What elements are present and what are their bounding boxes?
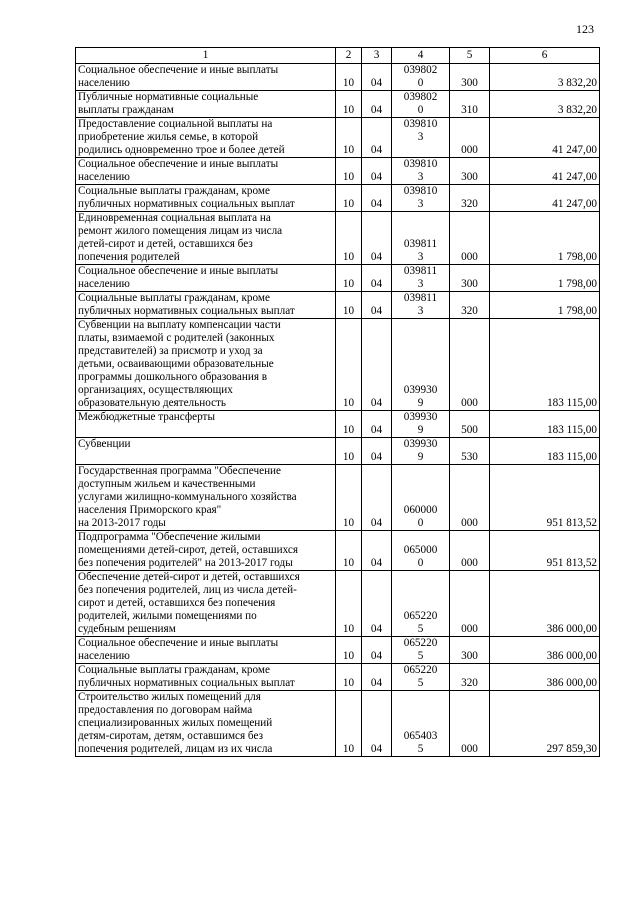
row-name-cell: Социальное обеспечение и иные выплаты населению bbox=[76, 265, 336, 292]
section-code-cell: 10 bbox=[336, 319, 362, 411]
target-article-code-cell: 039811 3 bbox=[392, 292, 450, 319]
target-article-code-cell: 039810 3 bbox=[392, 158, 450, 185]
table-row bbox=[76, 691, 600, 757]
table-row bbox=[76, 319, 600, 411]
section-code-cell: 10 bbox=[336, 91, 362, 118]
row-name-cell: Субвенции bbox=[76, 438, 336, 465]
table-row bbox=[76, 411, 600, 438]
section-code-cell: 10 bbox=[336, 212, 362, 265]
table-row bbox=[76, 158, 600, 185]
subsection-code-cell: 04 bbox=[362, 185, 392, 212]
expense-type-code-cell: 500 bbox=[450, 411, 490, 438]
table-row bbox=[76, 664, 600, 691]
expense-type-code-cell: 300 bbox=[450, 265, 490, 292]
header-cell: 5 bbox=[450, 48, 490, 64]
subsection-code-cell: 04 bbox=[362, 438, 392, 465]
amount-cell: 41 247,00 bbox=[490, 185, 600, 212]
target-article-code-cell: 065403 5 bbox=[392, 691, 450, 757]
expense-type-code-cell: 310 bbox=[450, 91, 490, 118]
row-name-cell: Подпрограмма "Обеспечение жилыми помещениями детей-сирот, детей, оставшихся без попечения родителей" на 2013-2017 годы bbox=[76, 531, 336, 571]
amount-cell: 41 247,00 bbox=[490, 158, 600, 185]
section-code-cell: 10 bbox=[336, 664, 362, 691]
row-name-cell: Социальные выплаты гражданам, кроме публичных нормативных социальных выплат bbox=[76, 664, 336, 691]
amount-cell: 297 859,30 bbox=[490, 691, 600, 757]
subsection-code-cell: 04 bbox=[362, 571, 392, 637]
amount-cell: 951 813,52 bbox=[490, 465, 600, 531]
subsection-code-cell: 04 bbox=[362, 319, 392, 411]
target-article-code-cell: 039811 3 bbox=[392, 212, 450, 265]
row-name-cell: Субвенции на выплату компенсации части платы, взимаемой с родителей (законных представителей) за присмотр и уход за детьми, осваивающими образовательные программы дошкольного образования в организациях, осуществляющих образовательную деятельность bbox=[76, 319, 336, 411]
section-code-cell: 10 bbox=[336, 438, 362, 465]
table-row bbox=[76, 265, 600, 292]
row-name-cell: Строительство жилых помещений для предоставления по договорам найма специализированных жилых помещений детям-сиротам, детям, оставшимся без попечения родителей, лицам из их числа bbox=[76, 691, 336, 757]
expense-type-code-cell: 000 bbox=[450, 465, 490, 531]
row-name-cell: Социальное обеспечение и иные выплаты населению bbox=[76, 158, 336, 185]
section-code-cell: 10 bbox=[336, 292, 362, 319]
expense-type-code-cell: 000 bbox=[450, 212, 490, 265]
subsection-code-cell: 04 bbox=[362, 292, 392, 319]
header-cell: 1 bbox=[76, 48, 336, 64]
target-article-code-cell: 060000 0 bbox=[392, 465, 450, 531]
expense-type-code-cell: 000 bbox=[450, 118, 490, 158]
amount-cell: 386 000,00 bbox=[490, 664, 600, 691]
amount-cell: 41 247,00 bbox=[490, 118, 600, 158]
table-row bbox=[76, 465, 600, 531]
row-name-cell: Единовременная социальная выплата на ремонт жилого помещения лицам из числа детей-сирот и детей, оставшихся без попечения родителей bbox=[76, 212, 336, 265]
table-row bbox=[76, 438, 600, 465]
target-article-code-cell: 039930 9 bbox=[392, 319, 450, 411]
subsection-code-cell: 04 bbox=[362, 91, 392, 118]
subsection-code-cell: 04 bbox=[362, 465, 392, 531]
table-row bbox=[76, 118, 600, 158]
section-code-cell: 10 bbox=[336, 571, 362, 637]
table-row bbox=[76, 637, 600, 664]
amount-cell: 386 000,00 bbox=[490, 571, 600, 637]
table-row bbox=[76, 91, 600, 118]
expense-type-code-cell: 000 bbox=[450, 571, 490, 637]
expense-type-code-cell: 320 bbox=[450, 292, 490, 319]
section-code-cell: 10 bbox=[336, 158, 362, 185]
row-name-cell: Социальные выплаты гражданам, кроме публичных нормативных социальных выплат bbox=[76, 292, 336, 319]
row-name-cell: Социальное обеспечение и иные выплаты населению bbox=[76, 64, 336, 91]
subsection-code-cell: 04 bbox=[362, 664, 392, 691]
target-article-code-cell: 039802 0 bbox=[392, 91, 450, 118]
amount-cell: 1 798,00 bbox=[490, 292, 600, 319]
expense-type-code-cell: 320 bbox=[450, 185, 490, 212]
header-cell: 2 bbox=[336, 48, 362, 64]
table-row bbox=[76, 212, 600, 265]
row-name-cell: Межбюджетные трансферты bbox=[76, 411, 336, 438]
section-code-cell: 10 bbox=[336, 185, 362, 212]
expense-type-code-cell: 300 bbox=[450, 637, 490, 664]
target-article-code-cell: 039810 3 bbox=[392, 118, 450, 158]
row-name-cell: Социальное обеспечение и иные выплаты населению bbox=[76, 637, 336, 664]
target-article-code-cell: 065220 5 bbox=[392, 637, 450, 664]
target-article-code-cell: 039802 0 bbox=[392, 64, 450, 91]
subsection-code-cell: 04 bbox=[362, 265, 392, 292]
page-number: 123 bbox=[576, 22, 594, 36]
amount-cell: 183 115,00 bbox=[490, 411, 600, 438]
target-article-code-cell: 065000 0 bbox=[392, 531, 450, 571]
amount-cell: 1 798,00 bbox=[490, 265, 600, 292]
expense-type-code-cell: 530 bbox=[450, 438, 490, 465]
row-name-cell: Социальные выплаты гражданам, кроме публичных нормативных социальных выплат bbox=[76, 185, 336, 212]
subsection-code-cell: 04 bbox=[362, 691, 392, 757]
subsection-code-cell: 04 bbox=[362, 118, 392, 158]
table-row bbox=[76, 531, 600, 571]
expense-type-code-cell: 300 bbox=[450, 64, 490, 91]
row-name-cell: Государственная программа "Обеспечение доступным жильем и качественными услугами жилищно-коммунального хозяйства населения Приморского края" на 2013-2017 годы bbox=[76, 465, 336, 531]
header-cell: 3 bbox=[362, 48, 392, 64]
subsection-code-cell: 04 bbox=[362, 64, 392, 91]
amount-cell: 183 115,00 bbox=[490, 438, 600, 465]
amount-cell: 1 798,00 bbox=[490, 212, 600, 265]
expense-type-code-cell: 000 bbox=[450, 531, 490, 571]
subsection-code-cell: 04 bbox=[362, 212, 392, 265]
section-code-cell: 10 bbox=[336, 637, 362, 664]
subsection-code-cell: 04 bbox=[362, 411, 392, 438]
expense-type-code-cell: 000 bbox=[450, 319, 490, 411]
target-article-code-cell: 065220 5 bbox=[392, 571, 450, 637]
section-code-cell: 10 bbox=[336, 265, 362, 292]
row-name-cell: Обеспечение детей-сирот и детей, оставшихся без попечения родителей, лиц из числа детей- сирот и детей, оставшихся без попечения родителей, жилыми помещениями по судебным решениям bbox=[76, 571, 336, 637]
amount-cell: 386 000,00 bbox=[490, 637, 600, 664]
section-code-cell: 10 bbox=[336, 531, 362, 571]
expense-type-code-cell: 320 bbox=[450, 664, 490, 691]
section-code-cell: 10 bbox=[336, 465, 362, 531]
table-row bbox=[76, 185, 600, 212]
table-row bbox=[76, 292, 600, 319]
target-article-code-cell: 065220 5 bbox=[392, 664, 450, 691]
row-name-cell: Публичные нормативные социальные выплаты гражданам bbox=[76, 91, 336, 118]
header-cell: 6 bbox=[490, 48, 600, 64]
subsection-code-cell: 04 bbox=[362, 531, 392, 571]
section-code-cell: 10 bbox=[336, 411, 362, 438]
budget-table bbox=[75, 47, 600, 757]
table-row bbox=[76, 64, 600, 91]
amount-cell: 3 832,20 bbox=[490, 91, 600, 118]
amount-cell: 951 813,52 bbox=[490, 531, 600, 571]
target-article-code-cell: 039930 9 bbox=[392, 438, 450, 465]
subsection-code-cell: 04 bbox=[362, 158, 392, 185]
target-article-code-cell: 039811 3 bbox=[392, 265, 450, 292]
table-row bbox=[76, 571, 600, 637]
subsection-code-cell: 04 bbox=[362, 637, 392, 664]
expense-type-code-cell: 300 bbox=[450, 158, 490, 185]
target-article-code-cell: 039930 9 bbox=[392, 411, 450, 438]
expense-type-code-cell: 000 bbox=[450, 691, 490, 757]
table-header-row bbox=[76, 48, 600, 64]
target-article-code-cell: 039810 3 bbox=[392, 185, 450, 212]
amount-cell: 183 115,00 bbox=[490, 319, 600, 411]
section-code-cell: 10 bbox=[336, 64, 362, 91]
section-code-cell: 10 bbox=[336, 118, 362, 158]
row-name-cell: Предоставление социальной выплаты на приобретение жилья семье, в которой родились одновременно трое и более детей bbox=[76, 118, 336, 158]
amount-cell: 3 832,20 bbox=[490, 64, 600, 91]
header-cell: 4 bbox=[392, 48, 450, 64]
section-code-cell: 10 bbox=[336, 691, 362, 757]
